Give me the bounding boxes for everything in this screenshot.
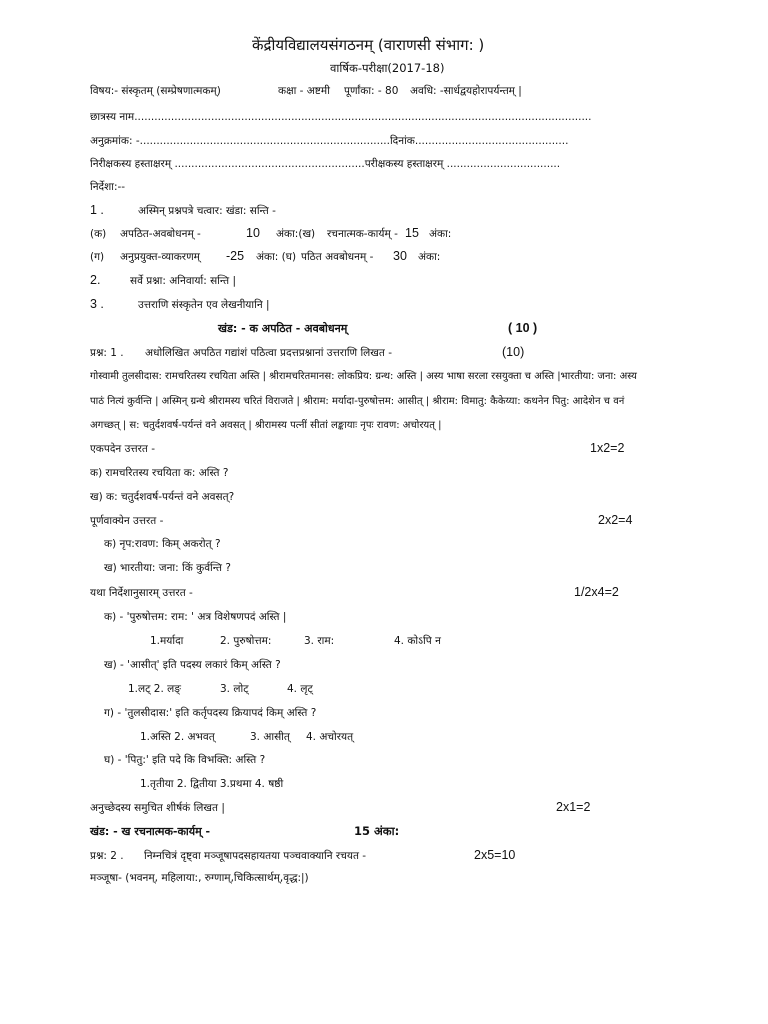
full-sentence-question-a: क) नृप:रावण: किम् अकरोत् ?: [104, 538, 221, 550]
section-kh-heading: खंड: - ख रचनात्मक-कार्यम् -: [90, 825, 211, 838]
part-kh-text: रचनात्मक-कार्यम् -: [327, 228, 398, 240]
part-gh-ank: अंका:: [418, 251, 441, 263]
part-gh-marks: 30: [393, 249, 407, 263]
part-gh-text: पठित अवबोधनम् -: [301, 251, 374, 263]
subject-line: विषय:- संस्कृतम् (सम्प्रेषणात्मकम्): [90, 85, 221, 97]
instruction-2-text: सर्वे प्रश्ना: अनिवार्या: सन्ति |: [130, 275, 236, 287]
instructions-heading: निर्देशा:--: [90, 181, 126, 193]
directed-question-4: घ) - 'पितु:' इति पदे कि विभक्ति: अस्ति ?: [104, 754, 266, 766]
part-k-ank: अंका:(ख): [276, 228, 316, 240]
directed-option: 4. लृट्: [287, 683, 313, 695]
class-line: कक्षा - अष्टमी: [278, 85, 330, 97]
passage-line-2: पाठं नित्यं कुर्वन्ति | अस्मिन् ग्रन्थे श्रीरामस्य चरितं विराजते | श्रीराम: मर्यादा-पुरुषोत्तम: आसीत् | श्रीराम: विमातु: कैकेय्या: कथनेन पितु: आदेशेन च वनं: [90, 396, 625, 407]
manjusha-word-box: मञ्जूषा- (भवनम्, महिलाया:, रुग्णाम्,चिकित्सार्थम्,वृद्ध:|): [90, 872, 309, 884]
directed-question-2: ख) - 'आसीत्' इति पदस्य लकारं किम् अस्ति ?: [104, 659, 281, 671]
directed-option: 1.लट् 2. लङ्: [128, 683, 181, 695]
roll-date-field: अनुक्रमांक: -...........................................................................दिनांक..............................................: [90, 135, 569, 147]
directed-option: 1.मर्यादा: [150, 635, 184, 647]
time-line: अवधि: -सार्धद्वयहोरापर्यन्तम् |: [410, 85, 522, 97]
part-g-ank: अंका: (घ): [256, 251, 297, 263]
one-word-instruction: एकपदेन उत्तरत -: [90, 443, 155, 455]
directed-option: 3. राम:: [304, 635, 335, 647]
directed-option: 1.अस्ति 2. अभवत्: [140, 731, 215, 743]
student-name-field: छात्रस्य नाम.........................................................................................................................................: [90, 111, 592, 123]
passage-line-1: गोस्वामी तुलसीदास: रामचरितस्य रचयिता अस्ति | श्रीरामचरितमानस: लोकप्रिय: ग्रन्थ: अस्ति | अस्य भाषा सरला रसयुक्ता च अस्ति |भारतीया: जना: अस्य: [90, 371, 637, 382]
part-kh-marks: 15: [405, 226, 419, 240]
directed-question-3: ग) - 'तुलसीदास:' इति कर्तृपदस्य क्रियापदं किम् अस्ति ?: [104, 707, 317, 719]
section-k-heading: खंड: - क अपठित - अवबोधनम्: [218, 322, 348, 335]
part-k-text: अपठित-अवबोधनम् -: [120, 228, 201, 240]
directed-option: 2. पुरुषोत्तम:: [220, 635, 272, 647]
directed-option: 3. आसीत्: [250, 731, 290, 743]
page-title: केंद्रीयविद्यालयसंगठनम् (वाराणसी संभाग: ): [252, 36, 485, 54]
instruction-2-num: 2.: [90, 273, 101, 287]
part-g-marks: -25: [226, 249, 245, 263]
full-sentence-instruction: पूर्णवाक्येन उत्तरत -: [90, 515, 164, 527]
signature-fields: निरीक्षकस्य हस्ताक्षरम् .........................................................परीक्षकस्य हस्ताक्षरम् ..................................: [90, 158, 561, 170]
as-directed-marks: 1/2x4=2: [574, 585, 619, 599]
part-g-text: अनुप्रयुक्त-व्याकरणम्: [120, 251, 200, 263]
question-1-marks: (10): [502, 345, 525, 359]
question-2-label: प्रश्न: 2 .: [90, 850, 124, 862]
instruction-3-num: 3 .: [90, 297, 104, 311]
title-question: अनुच्छेदस्य समुचित शीर्षकं लिखत |: [90, 802, 225, 814]
directed-option: 3. लोट्: [220, 683, 249, 695]
part-k-marks: 10: [246, 226, 260, 240]
directed-question-1: क) - 'पुरुषोत्तम: राम: ' अत्र विशेषणपदं अस्ति |: [104, 611, 287, 623]
passage-line-3: अगच्छत् | स: चतुर्दशवर्ष-पर्यन्तं वने अवसत् | श्रीरामस्य पत्नीं सीतां लङ्कायाः नृपः रावण: अचोरयत् |: [90, 420, 442, 431]
question-2-text: निम्नचित्रं दृष्ट्वा मञ्जूषापदसहायतया पञ्चवाक्यानि रचयत -: [144, 850, 367, 862]
section-k-marks: ( 10 ): [508, 321, 538, 335]
one-word-question-b: ख) क: चतुर्दशवर्ष-पर्यन्तं वने अवसत्?: [90, 491, 235, 503]
part-kh-ank: अंका:: [429, 228, 452, 240]
question-1-label: प्रश्न: 1 .: [90, 347, 124, 359]
part-g-label: (ग): [90, 251, 105, 263]
directed-option: 1.तृतीया 2. द्वितीया 3.प्रथमा 4. षष्ठी: [140, 778, 284, 790]
title-question-marks: 2x1=2: [556, 800, 591, 814]
instruction-1-num: 1 .: [90, 203, 104, 217]
full-sentence-marks: 2x2=4: [598, 513, 633, 527]
exam-name: वार्षिक-परीक्षा(2017-18): [330, 61, 445, 75]
as-directed-instruction: यथा निर्देशानुसारम् उत्तरत -: [90, 587, 193, 599]
directed-option: 4. अचोरयत्: [306, 731, 354, 743]
marks-line: पूर्णांका: - 80: [344, 85, 399, 97]
question-2-marks: 2x5=10: [474, 848, 516, 862]
question-1-text: अधोलिखित अपठित गद्यांशं पठित्वा प्रदत्तप्रश्नानां उत्तराणि लिखत -: [145, 347, 393, 359]
one-word-question-a: क) रामचरितस्य रचयिता क: अस्ति ?: [90, 467, 229, 479]
instruction-1-text: अस्मिन् प्रश्नपत्रे चत्वार: खंडा: सन्ति -: [138, 205, 276, 217]
part-k-label: (क): [90, 228, 107, 240]
instruction-3-text: उत्तराणि संस्कृतेन एव लेखनीयानि |: [138, 299, 270, 311]
directed-option: 4. कोऽपि न: [394, 635, 441, 647]
section-kh-marks: 15 अंका:: [354, 824, 400, 838]
full-sentence-question-b: ख) भारतीया: जना: किं कुर्वन्ति ?: [104, 562, 231, 574]
one-word-marks: 1x2=2: [590, 441, 625, 455]
